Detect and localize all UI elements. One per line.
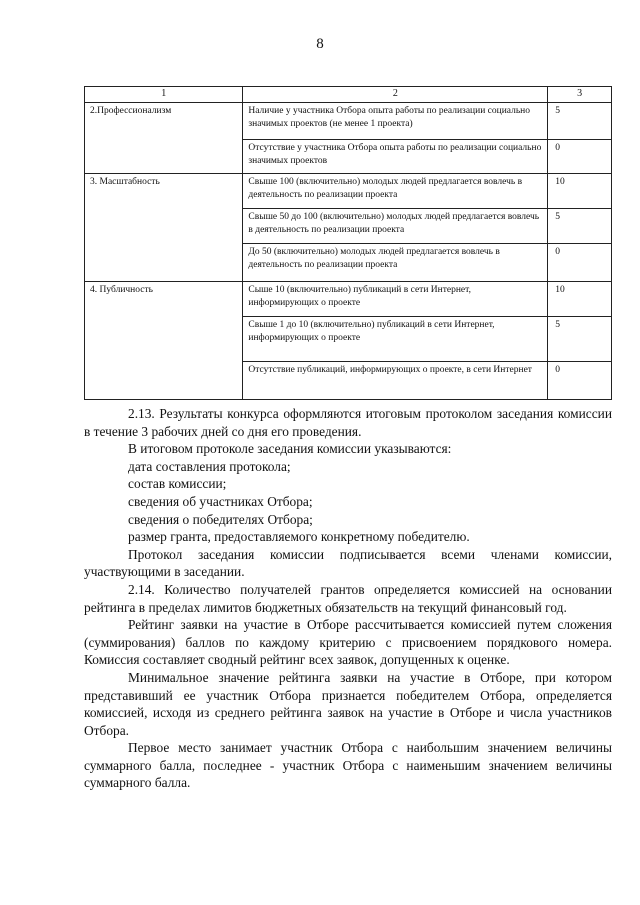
paragraph-2-13: 2.13. Результаты конкурса оформляются итоговым протоколом заседания комиссии в течение 3 рабочих дней со дня его проведения. bbox=[84, 406, 612, 439]
criterion-score: 5 bbox=[548, 208, 612, 243]
list-item: сведения о победителях Отбора; bbox=[128, 511, 313, 527]
paragraph-minimum-rating: Минимальное значение рейтинга заявки на участие в Отборе, при котором представивший ее участник Отбора признается победителем Отбора, определяется комиссией, исходя из среднего рейтинга заявок на участие в Отборе и числа участников Отбора. bbox=[84, 669, 612, 738]
page-number: 8 bbox=[316, 36, 324, 52]
table-row bbox=[85, 173, 612, 208]
document-body bbox=[84, 405, 612, 792]
list-item: состав комиссии; bbox=[128, 476, 227, 492]
criterion-description: До 50 (включительно) молодых людей предлагается вовлечь в деятельность по реализации проекта bbox=[243, 243, 548, 281]
criterion-professionalism: 2.Профессионализм bbox=[85, 102, 243, 173]
list-item: размер гранта, предоставляемого конкретному победителю. bbox=[128, 529, 470, 545]
table-header-row bbox=[85, 87, 612, 103]
paragraph-first-place: Первое место занимает участник Отбора с наибольшим значением величины суммарного балла, последнее - участник Отбора с наименьшим значением величины суммарного балла. bbox=[84, 740, 612, 791]
table-row bbox=[85, 281, 612, 316]
column-header-1: 1 bbox=[85, 87, 243, 103]
criterion-scale: 3. Масштабность bbox=[85, 173, 243, 281]
criterion-description: Сыше 10 (включительно) публикаций в сети Интернет, информирующих о проекте bbox=[243, 281, 548, 316]
criterion-score: 5 bbox=[548, 102, 612, 139]
paragraph-rating: Рейтинг заявки на участие в Отборе рассчитывается комиссией путем сложения (суммирования) баллов по каждому критерию с присвоением порядкового номера. Комиссия составляет сводный рейтинг всех заявок, допущенных к оценке. bbox=[84, 617, 612, 668]
criterion-score: 10 bbox=[548, 173, 612, 208]
criterion-score: 10 bbox=[548, 281, 612, 316]
criterion-description: Отсутствие публикаций, информирующих о проекте, в сети Интернет bbox=[243, 361, 548, 399]
criterion-description: Свыше 50 до 100 (включительно) молодых людей предлагается вовлечь в деятельность по реализации проекта bbox=[243, 208, 548, 243]
table-row bbox=[85, 102, 612, 139]
paragraph-2-14: 2.14. Количество получателей грантов определяется комиссией на основании рейтинга в пределах лимитов бюджетных обязательств на текущий финансовый год. bbox=[84, 581, 612, 615]
paragraph-protocol-contents: В итоговом протоколе заседания комиссии указываются: bbox=[128, 441, 452, 457]
column-header-3: 3 bbox=[548, 87, 612, 103]
paragraph-protocol-signed: Протокол заседания комиссии подписывается всеми членами комиссии, участвующими в заседании. bbox=[84, 546, 612, 580]
criterion-publicity: 4. Публичность bbox=[85, 281, 243, 399]
criteria-table bbox=[84, 86, 612, 400]
criterion-score: 5 bbox=[548, 316, 612, 361]
criterion-score: 0 bbox=[548, 139, 612, 173]
criterion-score: 0 bbox=[548, 361, 612, 399]
criterion-score: 0 bbox=[548, 243, 612, 281]
criterion-description: Наличие у участника Отбора опыта работы по реализации социально значимых проектов (не менее 1 проекта) bbox=[243, 102, 548, 139]
list-item: сведения об участниках Отбора; bbox=[128, 493, 313, 509]
column-header-2: 2 bbox=[243, 87, 548, 103]
criterion-description: Отсутствие у участника Отбора опыта работы по реализации социально значимых проектов bbox=[243, 139, 548, 173]
criterion-description: Свыше 100 (включительно) молодых людей предлагается вовлечь в деятельность по реализации проекта bbox=[243, 173, 548, 208]
list-item: дата составления протокола; bbox=[128, 458, 291, 474]
criterion-description: Свыше 1 до 10 (включительно) публикаций в сети Интернет, информирующих о проекте bbox=[243, 316, 548, 361]
